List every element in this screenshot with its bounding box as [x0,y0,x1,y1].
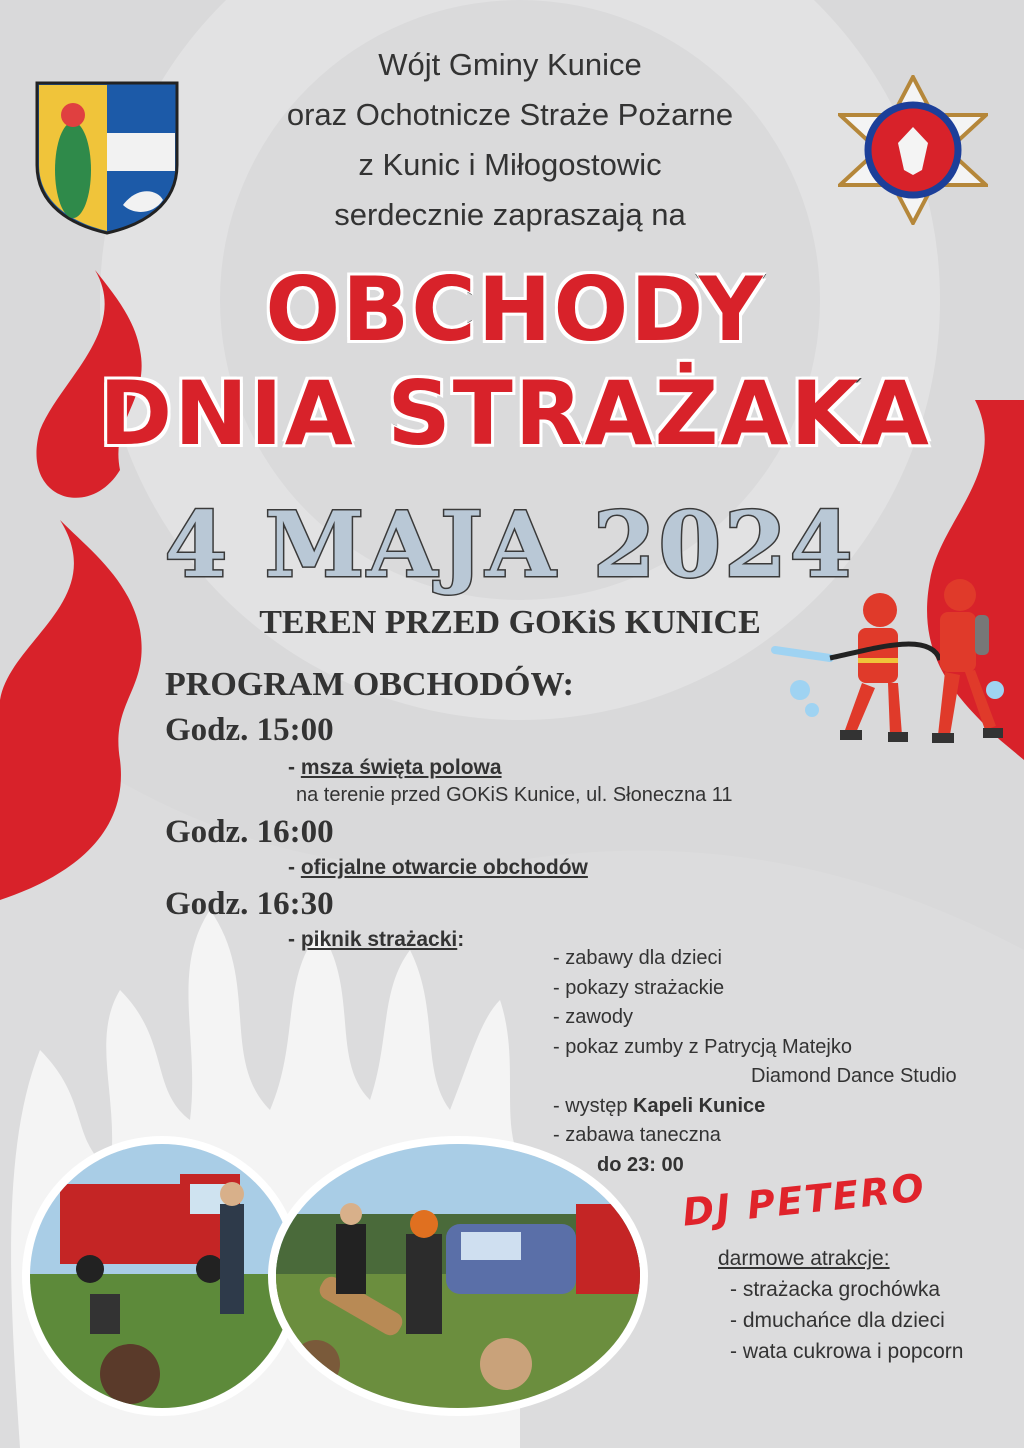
free-attractions [718,1243,963,1367]
slot-item [288,928,464,952]
band-prefix: - występ [553,1094,634,1117]
osp-emblem-icon [838,75,988,225]
intro-line: oraz Ochotnicze Straże Pożarne [286,97,734,132]
event-date: 4 MAJA 2024 [164,492,856,598]
picnic-list [553,944,957,1180]
list-item: - pokazy strażackie [553,976,725,999]
photo-fire-trucks [22,1136,302,1416]
slot-time: Godz. 15:00 [165,712,334,748]
dj-name: DJ PETERO [680,1165,928,1235]
slot-item-label: piknik strażacki [300,928,458,951]
list-item: do 23: 00 [597,1153,684,1176]
intro-line: z Kunic i Miłogostowic [358,147,662,182]
kunice-coat-of-arms-icon [33,75,181,235]
list-item: - zabawy dla dzieci [553,947,722,969]
bullet-dash: - [288,928,301,951]
free-heading: darmowe atrakcje: [718,1247,890,1270]
intro-line: Wójt Gminy Kunice [378,47,642,82]
slot-item-label: oficjalne otwarcie obchodów [300,856,588,879]
list-item: - dmuchańce dla dzieci [730,1309,945,1332]
colon: : [457,928,465,951]
slot-time: Godz. 16:30 [165,886,334,922]
bullet-dash: - [288,756,301,779]
title-line-2: DNIA STRAŻAKA [99,362,931,465]
venue: TEREN PRZED GOKiS KUNICE [259,604,761,641]
band-name: Kapeli Kunice [633,1094,766,1117]
intro-text [200,40,820,240]
slot-time: Godz. 16:00 [165,814,334,850]
list-item: - pokaz zumby z Patrycją Matejko [553,1035,852,1058]
list-item: - strażacka grochówka [730,1278,941,1301]
list-item [553,1092,957,1122]
intro-line: serdecznie zapraszają na [334,197,686,232]
list-item: - wata cukrowa i popcorn [730,1340,964,1363]
program-heading: PROGRAM OBCHODÓW: [165,666,574,703]
slot-detail: na terenie przed GOKiS Kunice, ul. Słoneczna 11 [296,784,733,806]
photo-chainsaw-show [268,1136,648,1416]
title-line-1: OBCHODY [265,258,765,361]
firefighters-illustration-icon [770,570,1010,760]
slot-item [288,856,588,880]
bullet-dash: - [288,856,301,879]
list-item: Diamond Dance Studio [751,1065,957,1087]
slot-item [288,756,502,780]
list-item: - zawody [553,1006,634,1028]
list-item: - zabawa taneczna [553,1124,721,1146]
slot-item-label: msza święta polowa [300,756,502,779]
